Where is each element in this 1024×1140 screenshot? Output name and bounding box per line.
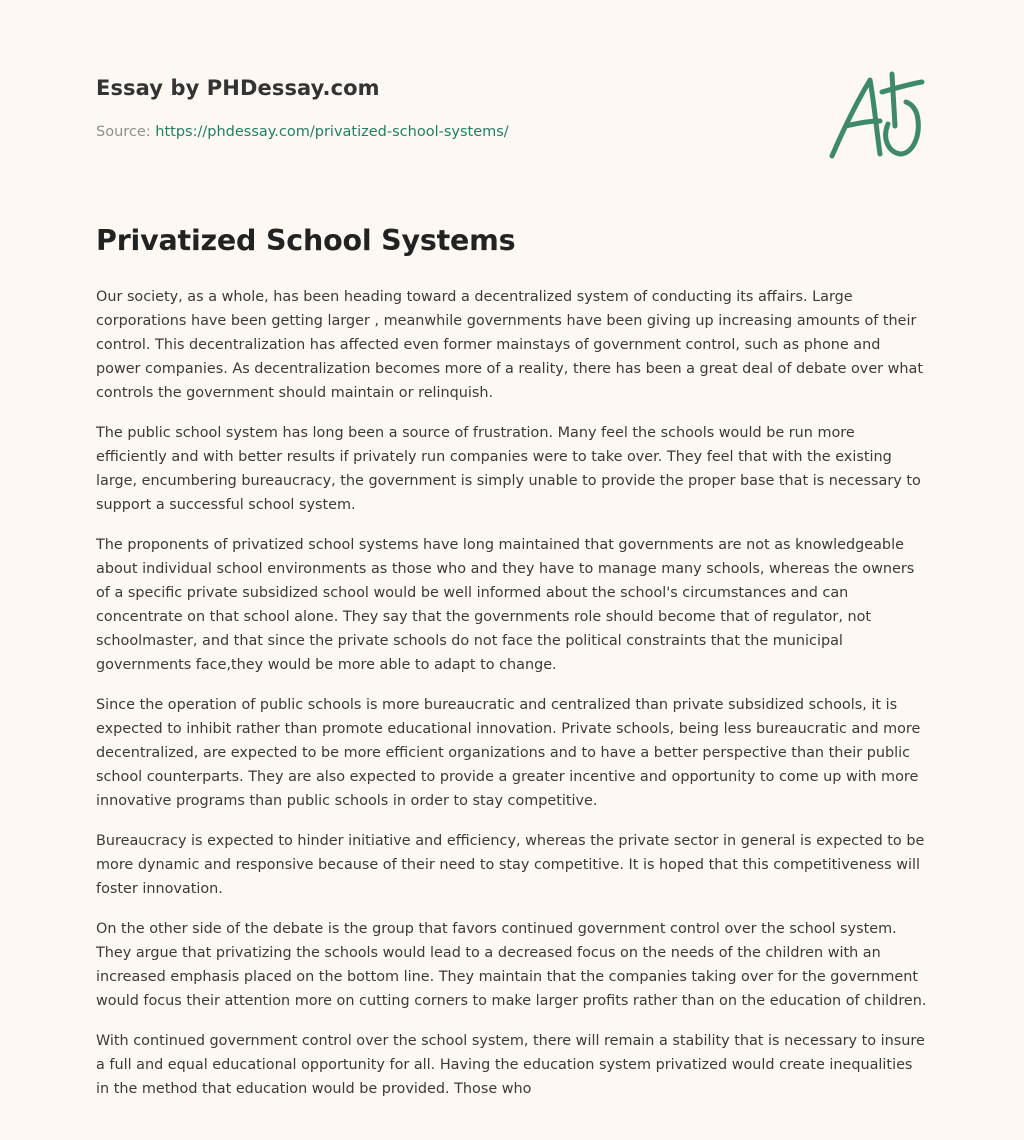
essay-paragraph: The public school system has long been a source of frustration. Many feel the schools would be run more efficiently and with better results if privately run companies were to take over. They feel that with the existing large, encumbering bureaucracy, the government is simply unable to provide the proper base that is necessary to support a successful school system. <box>96 425 921 513</box>
essay-title: Privatized School Systems <box>96 224 516 257</box>
a-plus-icon <box>828 68 928 164</box>
essay-paragraph: On the other side of the debate is the group that favors continued government control over the school system. They argue that privatizing the schools would lead to a decreased focus on the needs of the children with an increased emphasis placed on the bottom line. They maintain that the companies taking over for the government would focus their attention more on cutting corners to make larger profits rather than on the education of children. <box>96 921 927 1009</box>
source-link[interactable]: https://phdessay.com/privatized-school-systems/ <box>155 124 509 140</box>
source-label: Source: <box>96 124 151 140</box>
essay-paragraph: Bureaucracy is expected to hinder initiative and efficiency, whereas the private sector in general is expected to be more dynamic and responsive because of their need to stay competitive. It is hoped that this competitiveness will foster innovation. <box>96 833 925 897</box>
essay-paragraph: Our society, as a whole, has been heading toward a decentralized system of conducting its affairs. Large corporations have been getting larger , meanwhile governments have been giving up increasing amounts of their control. This decentralization has affected even former mainstays of government control, such as phone and power companies. As decentralization becomes more of a reality, there has been a great deal of debate over what controls the government should maintain or relinquish. <box>96 289 924 401</box>
source-line <box>96 124 509 140</box>
a-plus-logo <box>828 68 928 164</box>
essay-paragraph: Since the operation of public schools is more bureaucratic and centralized than private subsidized schools, it is expected to inhibit rather than promote educational innovation. Private schools, being less bureaucratic and more decentralized, are expected to be more efficient organizations and to have a better perspective than their public school counterparts. They are also expected to provide a greater incentive and opportunity to come up with more innovative programs than public schools in order to stay competitive. <box>96 697 921 809</box>
essay-paragraph: With continued government control over the school system, there will remain a stability that is necessary to insure a full and equal educational opportunity for all. Having the education system privatized would create inequalities in the method that education would be provided. Those who <box>96 1033 925 1097</box>
essay-body <box>96 285 928 1117</box>
essay-paragraph: The proponents of privatized school systems have long maintained that governments are not as knowledgeable about individual school environments as those who and they have to manage many schools, whereas the owners of a specific private subsidized school would be well informed about the school's circumstances and can concentrate on that school alone. They say that the governments role should become that of regulator, not schoolmaster, and that since the private schools do not face the political constraints that the municipal governments face,they would be more able to adapt to change. <box>96 537 915 673</box>
brand-title: Essay by PHDessay.com <box>96 76 380 100</box>
